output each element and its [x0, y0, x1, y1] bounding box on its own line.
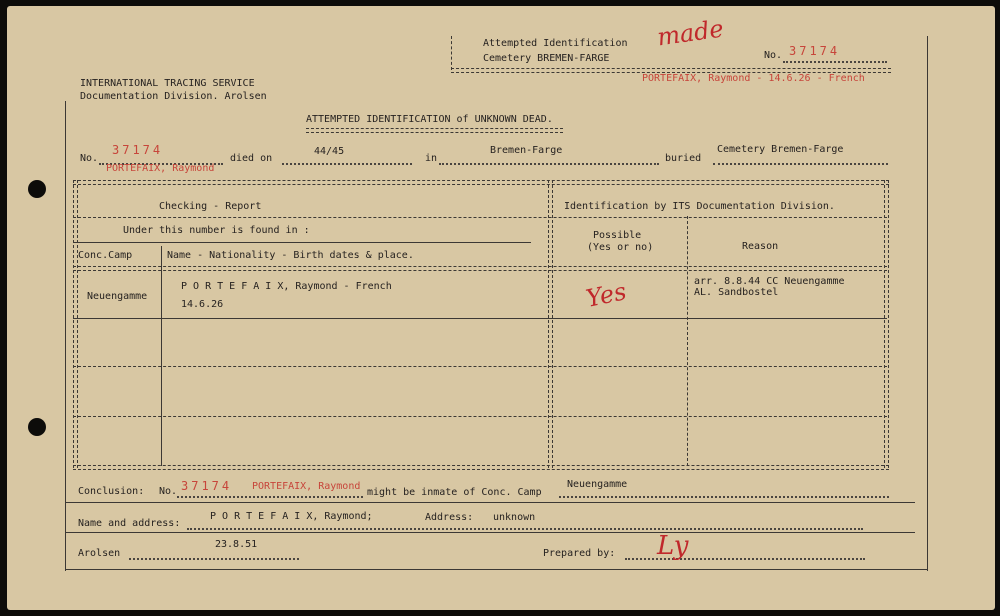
column-header-line — [73, 266, 887, 271]
record-name-red: PORTEFAIX, Raymond — [106, 163, 215, 174]
identification-header: Identification by ITS Documentation Division. — [564, 201, 835, 212]
handwritten-note-made: made — [655, 14, 726, 52]
died-label: died on — [230, 153, 273, 164]
col-name-header: Name - Nationality - Birth dates & place. — [167, 250, 414, 261]
row-camp: Neuengamme — [87, 291, 148, 302]
buried-dots — [713, 163, 888, 165]
table-right-border — [884, 180, 889, 468]
arolsen-label: Arolsen — [78, 548, 121, 559]
conclusion-no-dots — [177, 496, 363, 498]
in-dots — [439, 163, 659, 165]
conclusion-no-value: 37174 — [181, 479, 233, 493]
in-label: in — [425, 153, 438, 164]
row-possible-yes: Yes — [583, 277, 629, 313]
header-box-line1: Attempted Identification — [483, 38, 628, 49]
row-line-1 — [73, 318, 887, 319]
address-dots — [187, 528, 863, 530]
conclusion-rule — [65, 502, 915, 503]
address-address-value: unknown — [493, 512, 536, 523]
punch-hole-bottom — [28, 418, 46, 436]
row-reason-line2: AL. Sandbostel — [694, 287, 779, 298]
frame-right-line — [927, 36, 928, 571]
header-row-line — [73, 217, 887, 218]
header-no-value: 37174 — [789, 44, 841, 58]
address-label: Name and address: — [78, 518, 181, 529]
footer-rule — [65, 569, 927, 570]
punch-hole-top — [28, 180, 46, 198]
table-top-border — [73, 180, 889, 185]
title-underline — [306, 128, 563, 133]
conclusion-label: Conclusion: — [78, 486, 145, 497]
row-reason-line1: arr. 8.8.44 CC Neuengamme — [694, 276, 845, 287]
date-value: 23.8.51 — [215, 539, 258, 550]
its-org-line1: INTERNATIONAL TRACING SERVICE — [80, 78, 255, 89]
row-line-3 — [73, 416, 887, 417]
col-reason-header: Reason — [742, 241, 779, 252]
conclusion-camp-dots — [559, 496, 889, 498]
address-rule — [65, 532, 915, 533]
document-title: ATTEMPTED IDENTIFICATION of UNKNOWN DEAD. — [306, 114, 553, 125]
conclusion-no-label: No. — [159, 486, 178, 497]
row-name-line1: P O R T E F A I X, Raymond - French — [181, 281, 392, 292]
address-address-label: Address: — [425, 512, 474, 523]
row-line-2 — [73, 366, 887, 367]
in-value: Bremen-Farge — [490, 145, 563, 156]
arolsen-dots — [129, 558, 299, 560]
found-in-label: Under this number is found in : — [123, 225, 310, 236]
header-no-dots — [783, 61, 887, 63]
record-no-label: No. — [80, 153, 99, 164]
died-value: 44/45 — [314, 146, 345, 157]
col-possible-header-2: (Yes or no) — [587, 242, 654, 253]
row-name-line2: 14.6.26 — [181, 299, 224, 310]
its-org-line2: Documentation Division. Arolsen — [80, 91, 267, 102]
buried-label: buried — [665, 153, 702, 164]
table-camp-divider — [161, 246, 162, 466]
buried-value: Cemetery Bremen-Farge — [717, 144, 844, 155]
died-dots — [282, 163, 412, 165]
conclusion-camp-value: Neuengamme — [567, 479, 628, 490]
record-no-value: 37174 — [112, 143, 164, 157]
checking-report-header: Checking - Report — [159, 201, 262, 212]
document-card — [7, 6, 995, 610]
frame-left-line — [65, 101, 66, 571]
prepared-by-signature: Ly — [657, 531, 689, 561]
table-left-border — [73, 180, 78, 468]
address-name-value: P O R T E F A I X, Raymond; — [210, 511, 373, 522]
found-in-underline — [73, 242, 531, 243]
header-box-line2: Cemetery BREMEN-FARGE — [483, 53, 610, 64]
col-camp-header: Conc.Camp — [78, 250, 133, 261]
header-box-left — [451, 36, 452, 70]
table-middle-divider — [548, 180, 553, 468]
header-no-label: No. — [764, 50, 783, 61]
prepared-by-label: Prepared by: — [543, 548, 616, 559]
table-reason-divider — [687, 216, 688, 466]
col-possible-header-1: Possible — [593, 230, 642, 241]
conclusion-name-red: PORTEFAIX, Raymond — [252, 481, 361, 492]
table-bottom-border — [73, 465, 889, 470]
header-person-red: PORTEFAIX, Raymond - 14.6.26 - French — [642, 73, 865, 84]
conclusion-inmate-text: might be inmate of Conc. Camp — [367, 487, 542, 498]
